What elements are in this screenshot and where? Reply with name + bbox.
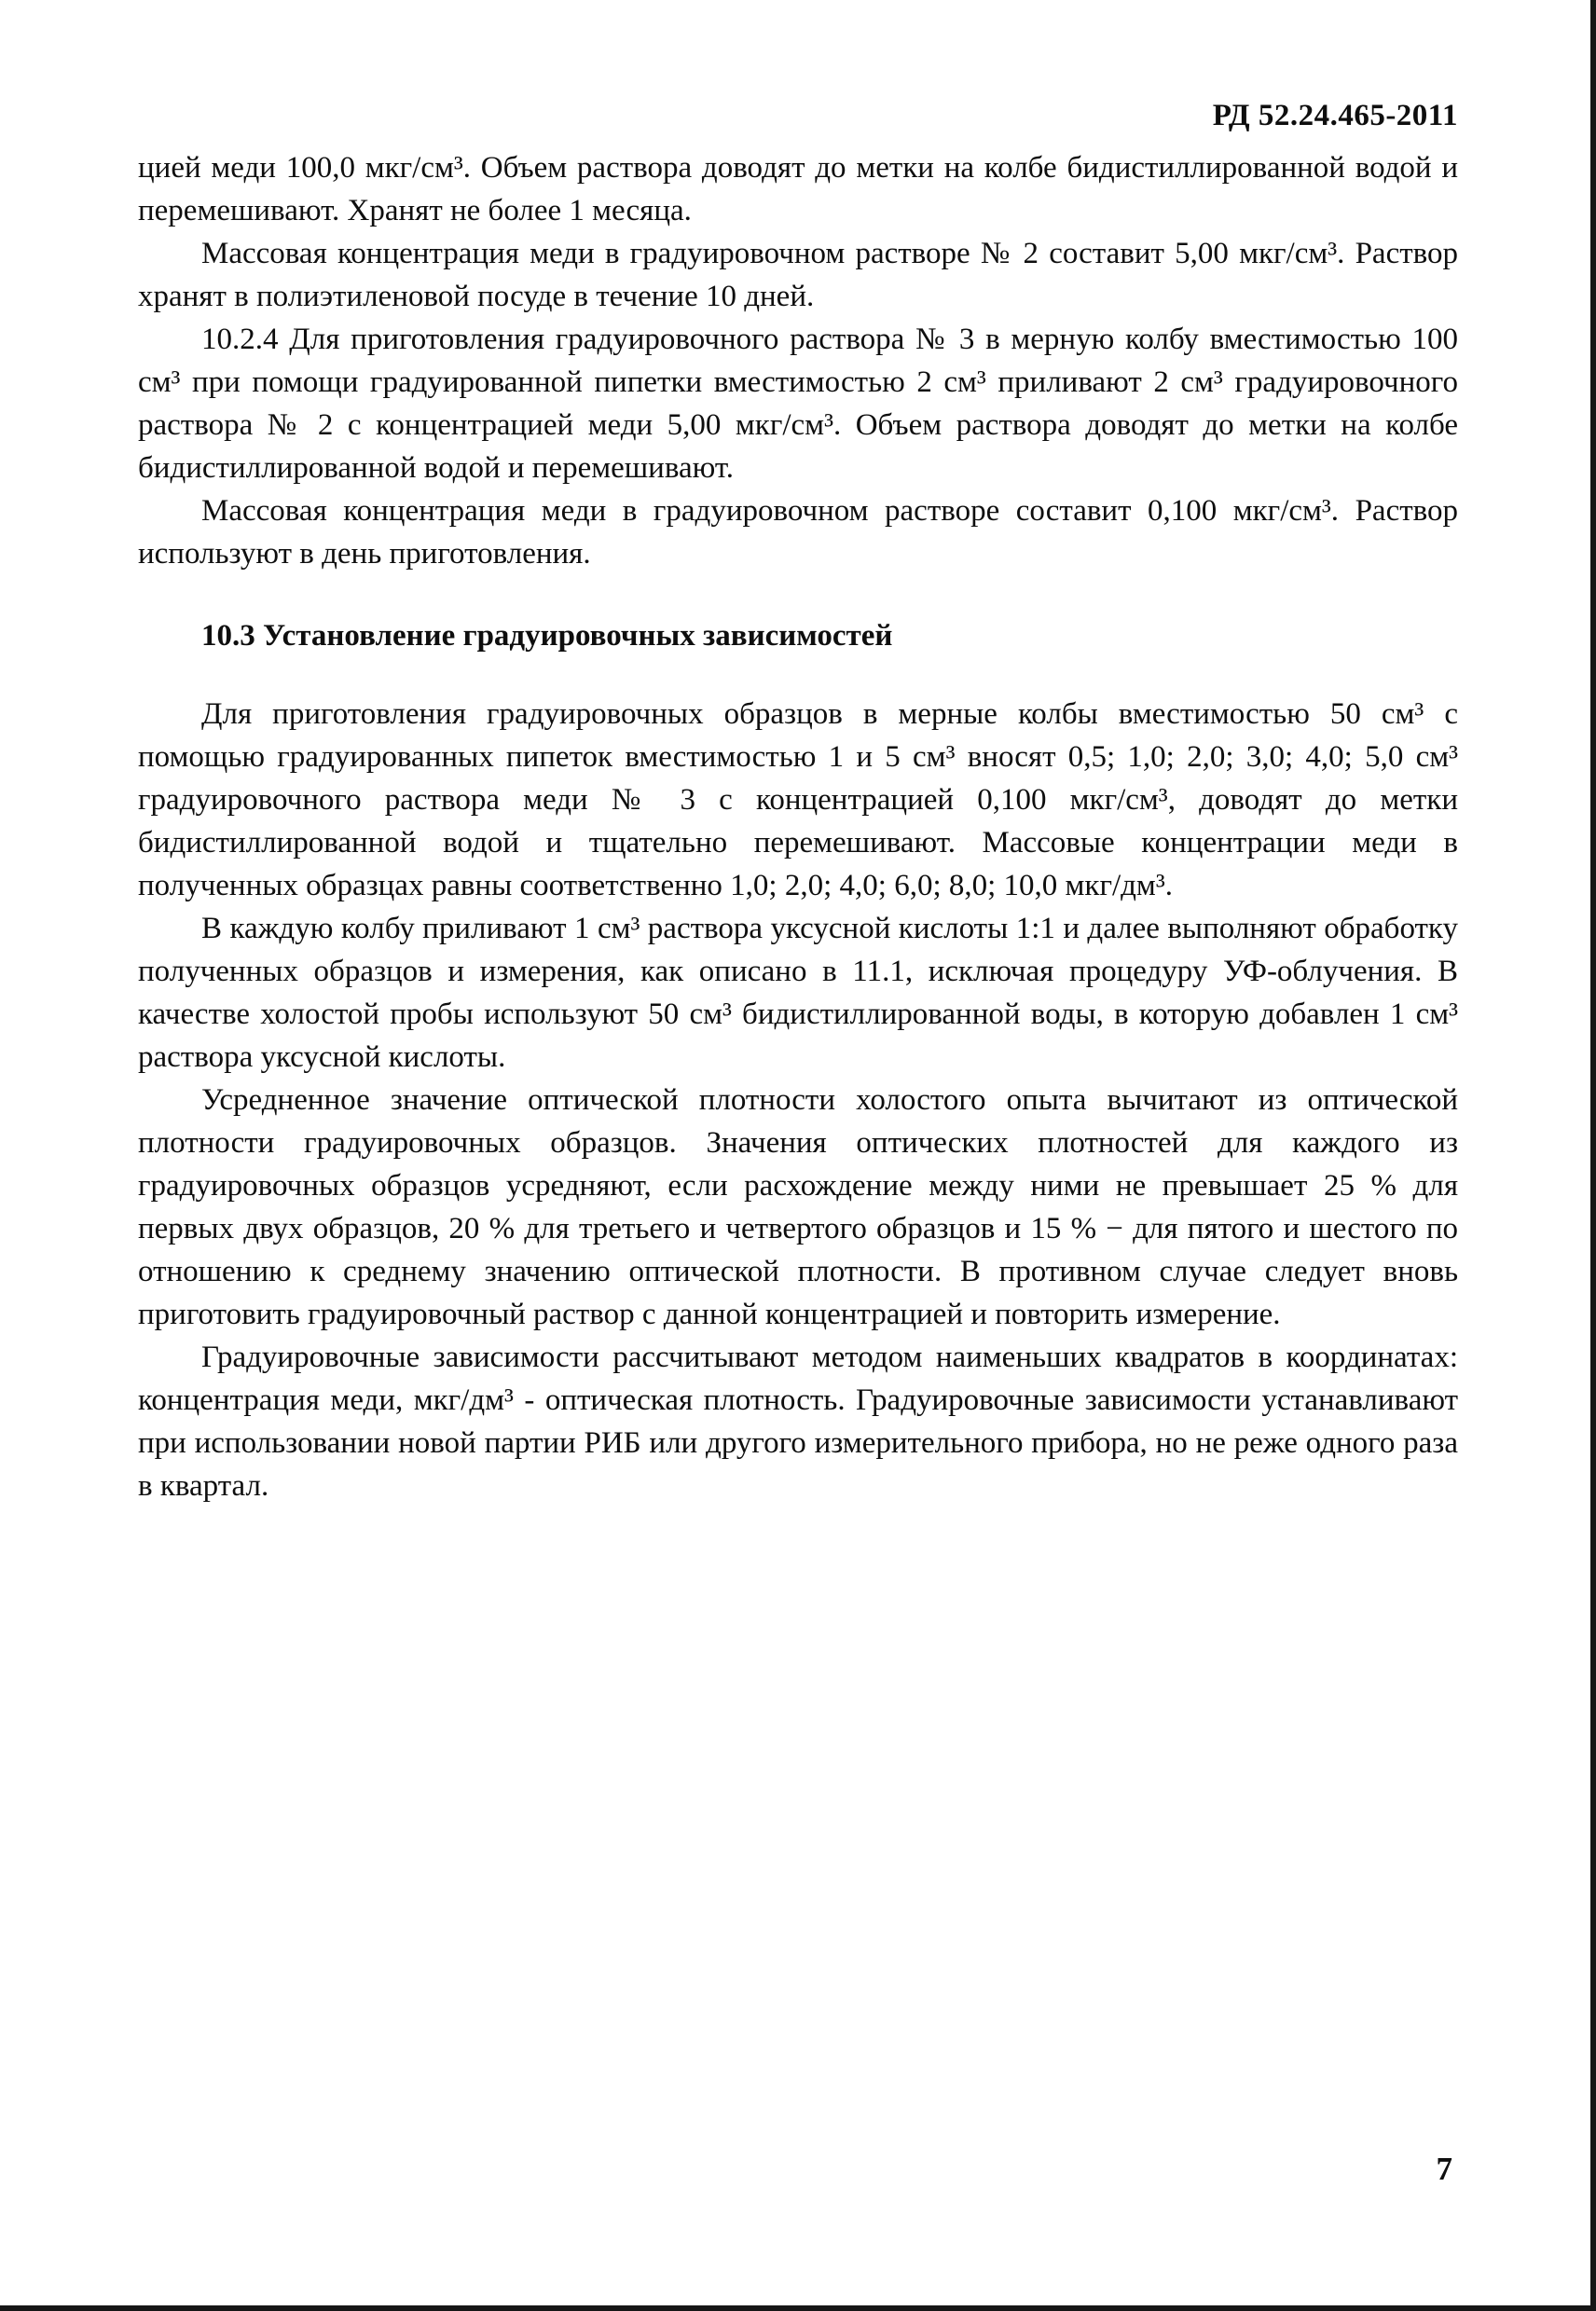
section-heading-10-3: 10.3 Установление градуировочных зависимостей bbox=[201, 619, 893, 653]
scan-edge-bottom bbox=[0, 2305, 1596, 2311]
paragraph: Усредненное значение оптической плотности холостого опыта вычитают из оптической плотности градуировочных образцов. Значения оптических плотностей для каждого из градуировочных образцов усредняют, если расхождение между ними не превышает 25 % для первых двух образцов, 20 % для третьего и четвертого образцов и 15 % − для пятого и шестого по отношению к среднему значению оптической плотности. В противном случае следует вновь приготовить градуировочный раствор с данной концентрацией и повторить измерение. bbox=[138, 1083, 1458, 1331]
paragraph: Градуировочные зависимости рассчитывают методом наименьших квадратов в координатах: концентрация меди, мкг/дм³ - оптическая плотность. Градуировочные зависимости устанавливают при использовании новой партии РИБ или другого измерительного прибора, но не реже одного раза в квартал. bbox=[138, 1341, 1458, 1503]
paragraph: Массовая концентрация меди в градуировочном растворе составит 0,100 мкг/см³. Раствор используют в день приготовления. bbox=[138, 494, 1458, 571]
page-number: 7 bbox=[1436, 2151, 1452, 2187]
paragraph: Массовая концентрация меди в градуировочном растворе № 2 составит 5,00 мкг/см³. Раствор хранят в полиэтиленовой посуде в течение 10 дней. bbox=[138, 237, 1458, 313]
paragraph-continuation: цией меди 100,0 мкг/см³. Объем раствора доводят до метки на колбе бидистиллированной водой и перемешивают. Хранят не более 1 месяца. bbox=[138, 151, 1458, 227]
paragraph: В каждую колбу приливают 1 см³ раствора уксусной кислоты 1:1 и далее выполняют обработку полученных образцов и измерения, как описано в 11.1, исключая процедуру УФ-облучения. В качестве холостой пробы используют 50 см³ бидистиллированной воды, в которую добавлен 1 см³ раствора уксусной кислоты. bbox=[138, 912, 1458, 1074]
paragraph: Для приготовления градуировочных образцов в мерные колбы вместимостью 50 см³ с помощью градуированных пипеток вместимостью 1 и 5 см³ вносят 0,5; 1,0; 2,0; 3,0; 4,0; 5,0 см³ градуировочного раствора меди № 3 с концентрацией 0,100 мкг/см³, доводят до метки бидистиллированной водой и тщательно перемешивают. Массовые концентрации меди в полученных образцах равны соответственно 1,0; 2,0; 4,0; 6,0; 8,0; 10,0 мкг/дм³. bbox=[138, 697, 1458, 902]
scan-edge-right bbox=[1590, 0, 1596, 2311]
paragraph-10-2-4: 10.2.4 Для приготовления градуировочного раствора № 3 в мерную колбу вместимостью 100 см³ при помощи градуированной пипетки вместимостью 2 см³ приливают 2 см³ градуировочного раствора № 2 с концентрацией меди 5,00 мкг/см³. Объем раствора доводят до метки на колбе бидистиллированной водой и перемешивают. bbox=[138, 323, 1458, 485]
document-code: РД 52.24.465-2011 bbox=[1212, 99, 1458, 132]
